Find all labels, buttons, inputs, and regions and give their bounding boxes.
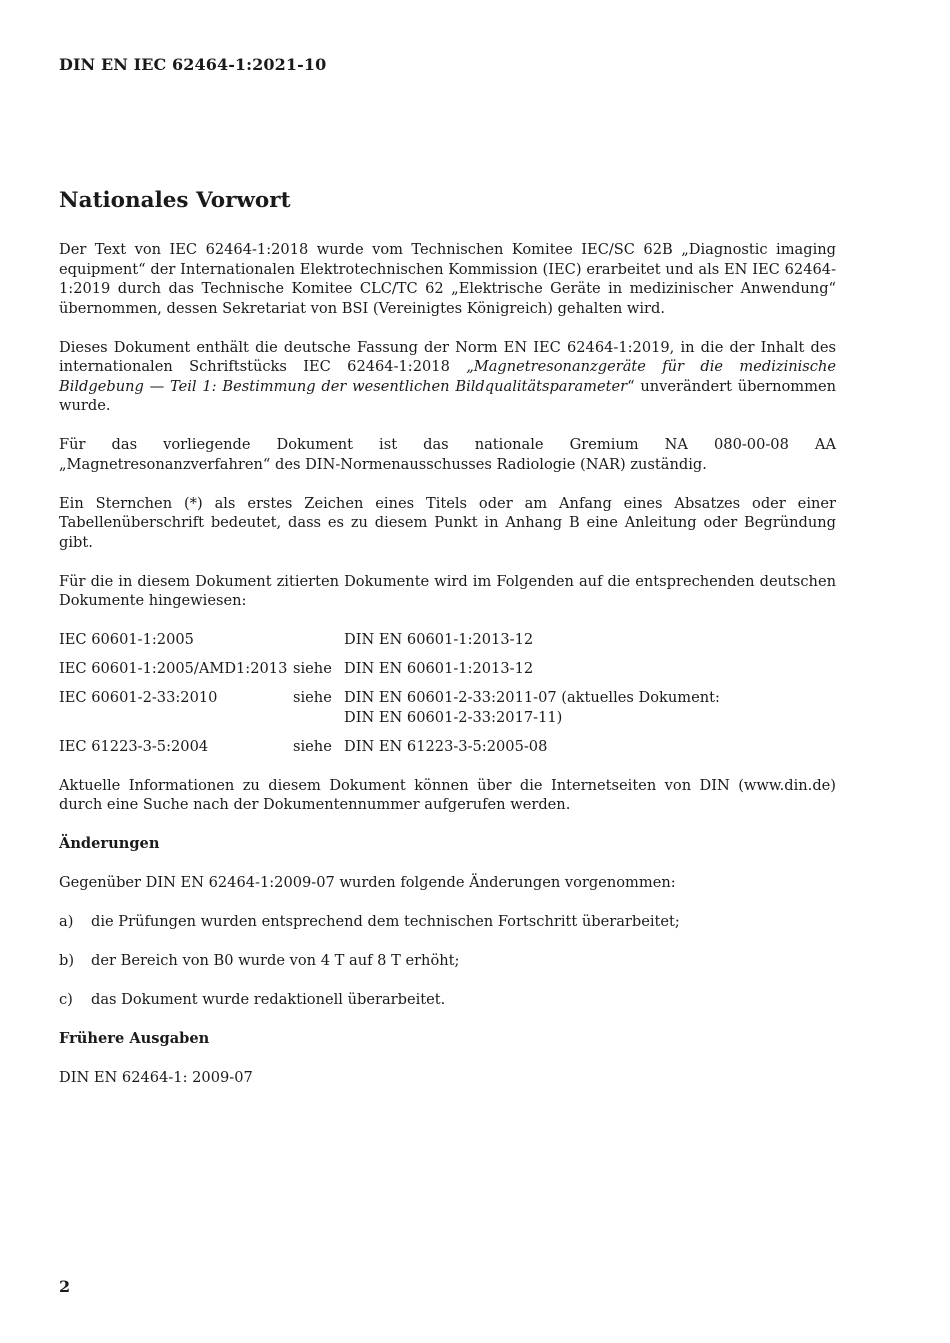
reference-relation: siehe (293, 660, 332, 677)
list-item-label: b) (59, 952, 75, 969)
section-body (59, 240, 836, 1088)
list-item-text: der Bereich von B0 wurde von 4 T auf 8 T erhöht; (91, 952, 460, 969)
changes-heading: Änderungen (59, 835, 160, 852)
reference-relation: siehe (293, 737, 332, 755)
paragraph-content (59, 338, 836, 416)
changes-list-item (59, 951, 836, 971)
paragraph-content-text: Dieses Dokument enthält die deutsche Fassung der Norm EN IEC 62464-1:2019, in die der Inhalt des internationalen Schriftstücks IEC 62464-1:2018 (59, 338, 836, 375)
reference-iec: IEC 61223-3-5:2004 (59, 737, 209, 755)
reference-row (59, 659, 836, 679)
changes-list-item (59, 990, 836, 1010)
changes-list-item (59, 912, 836, 932)
paragraph-asterisk-note: Ein Sternchen (*) als erstes Zeichen eines Titels oder am Anfang eines Absatzes oder einer Tabellenüberschrift bedeutet, dass es zu diesem Punkt in Anhang B eine Anleitung oder Begründung gibt. (59, 494, 836, 551)
reference-iec: IEC 60601-1:2005/AMD1:2013 (59, 660, 288, 677)
page-number: 2 (59, 1277, 71, 1296)
reference-din (344, 630, 836, 650)
reference-din-line: DIN EN 61223-3-5:2005-08 (344, 737, 548, 755)
list-item-label: c) (59, 991, 73, 1008)
paragraph-references-intro: Für die in diesem Dokument zitierten Dokumente wird im Folgenden auf die entsprechenden deutschen Dokumente hingewiesen: (59, 572, 836, 609)
reference-iec: IEC 60601-2-33:2010 (59, 689, 218, 706)
paragraph-responsibility: Für das vorliegende Dokument ist das nationale Gremium NA 080-00-08 AA „Magnetresonanzverfahren“ des DIN-Normenausschusses Radiologie (NAR) zuständig. (59, 436, 836, 473)
reference-row (59, 630, 836, 650)
reference-din-line: DIN EN 60601-2-33:2011-07 (aktuelles Dokument: (344, 689, 720, 706)
reference-din-line: DIN EN 60601-1:2013-12 (344, 660, 534, 677)
paragraph-content-end: “ unverändert übernommen wurde. (59, 377, 836, 414)
paragraph-current-info: Aktuelle Informationen zu diesem Dokument können über die Internetseiten von DIN (www.din.de) durch eine Suche nach der Dokumentennummer aufgerufen werden. (59, 776, 836, 813)
list-item-label: a) (59, 913, 74, 930)
reference-din (344, 688, 836, 727)
list-item-text: die Prüfungen wurden entsprechend dem technischen Fortschritt überarbeitet; (91, 913, 680, 930)
section-title: Nationales Vorwort (59, 188, 291, 213)
reference-row (59, 688, 836, 727)
reference-row (59, 737, 836, 757)
previous-editions-text: DIN EN 62464-1: 2009-07 (59, 1069, 253, 1086)
reference-relation (293, 630, 344, 650)
reference-iec: IEC 60601-1:2005 (59, 631, 194, 648)
reference-relation: siehe (293, 689, 332, 706)
paragraph-content-title: „Magnetresonanzgeräte für die medizinische Bildgebung — Teil 1: Bestimmung der wesentlichen Bildqualitätsparameter (59, 358, 836, 395)
references-table (59, 630, 836, 756)
previous-editions-heading: Frühere Ausgaben (59, 1030, 210, 1047)
list-item-text: das Dokument wurde redaktionell überarbeitet. (91, 991, 446, 1008)
changes-intro: Gegenüber DIN EN 62464-1:2009-07 wurden folgende Änderungen vorgenommen: (59, 874, 676, 891)
reference-din (344, 659, 836, 679)
reference-din (344, 737, 836, 757)
reference-din-line-2: DIN EN 60601-2-33:2017-11) (344, 708, 563, 726)
document-header-id: DIN EN IEC 62464-1:2021-10 (59, 55, 327, 74)
reference-din-line: DIN EN 60601-1:2013-12 (344, 631, 534, 648)
paragraph-committee: Der Text von IEC 62464-1:2018 wurde vom Technischen Komitee IEC/SC 62B „Diagnostic imaging equipment“ der Internationalen Elektrotechnischen Kommission (IEC) erarbeitet und als EN IEC 62464-1:2019 durch das Technische Komitee CLC/TC 62 „Elektrische Geräte in medizinischer Anwendung“ übernommen, dessen Sekretariat von BSI (Vereinigtes Königreich) gehalten wird. (59, 241, 836, 317)
